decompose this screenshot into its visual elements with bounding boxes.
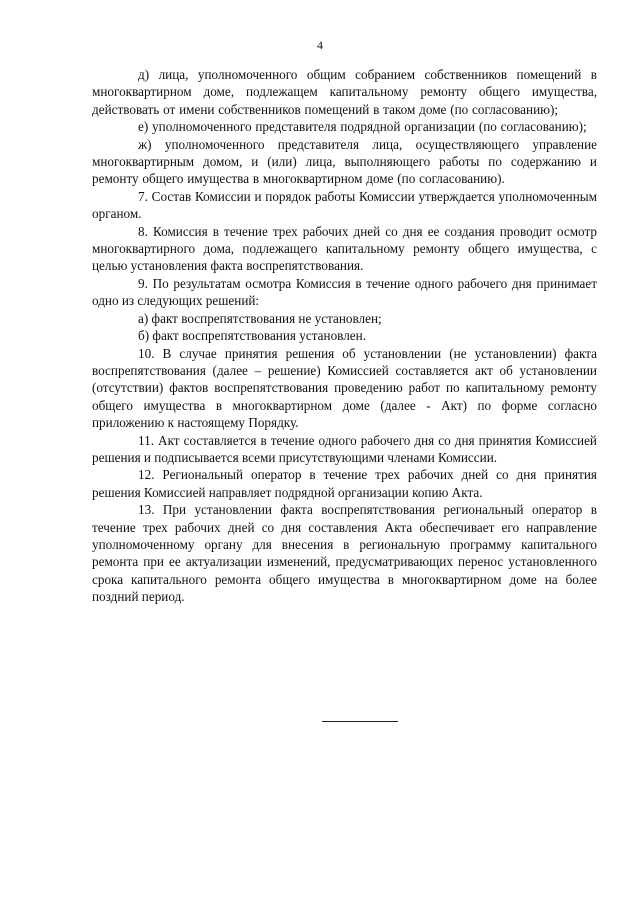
page-number: 4 bbox=[317, 38, 323, 52]
paragraph-13: 13. При установлении факта воспрепятствования региональный оператор в течение трех рабочих дней со дня составления Акта обеспечивает его направление уполномоченному органу для внесения в региональную программу капитального ремонта при ее актуализации изменений, предусматривающих перенос установленного срока капитального ремонта общего имущества в многоквартирном доме на более поздний период. bbox=[92, 502, 597, 605]
paragraph-e: е) уполномоченного представителя подрядной организации (по согласованию); bbox=[138, 119, 587, 135]
paragraph-12: 12. Региональный оператор в течение трех рабочих дней со дня принятия решения Комиссией направляет подрядной организации копию Акта. bbox=[92, 467, 597, 500]
paragraph-10: 10. В случае принятия решения об установлении (не установлении) факта воспрепятствования (далее – решение) Комиссией составляется акт об установлении (отсутствии) фактов воспрепятствования проведению работ по капитальному ремонту общего имущества в многоквартирном доме (далее - Акт) по форме согласно приложению к настоящему Порядку. bbox=[92, 345, 597, 431]
paragraph-zh: ж) уполномоченного представителя лица, осуществляющего управление многоквартирным домом, и (или) лица, выполняющего работы по содержанию и ремонту общего имущества в многоквартирном доме (по согласованию). bbox=[92, 136, 597, 187]
paragraph-9-option-a: а) факт воспрепятствования не установлен; bbox=[138, 310, 382, 326]
paragraph-9: 9. По результатам осмотра Комиссия в течение одного рабочего дня принимает одно из следующих решений: bbox=[92, 275, 597, 309]
document-body bbox=[92, 66, 597, 606]
paragraph-11: 11. Акт составляется в течение одного рабочего дня со дня принятия Комиссией решения и подписывается всеми присутствующими членами Комиссии. bbox=[92, 432, 597, 465]
paragraph-7: 7. Состав Комиссии и порядок работы Комиссии утверждается уполномоченным органом. bbox=[92, 188, 597, 222]
paragraph-8: 8. Комиссия в течение трех рабочих дней со дня ее создания проводит осмотр многоквартирного дома, подлежащего капитальному ремонту общего имущества, с целью установления факта воспрепятствования. bbox=[92, 223, 597, 274]
end-separator-line bbox=[322, 721, 398, 722]
paragraph-d: д) лица, уполномоченного общим собранием собственников помещений в многоквартирном доме, подлежащем капитальному ремонту общего имущества, действовать от имени собственников помещений в таком доме (по согласованию); bbox=[92, 67, 597, 117]
paragraph-9-option-b: б) факт воспрепятствования установлен. bbox=[138, 328, 366, 344]
